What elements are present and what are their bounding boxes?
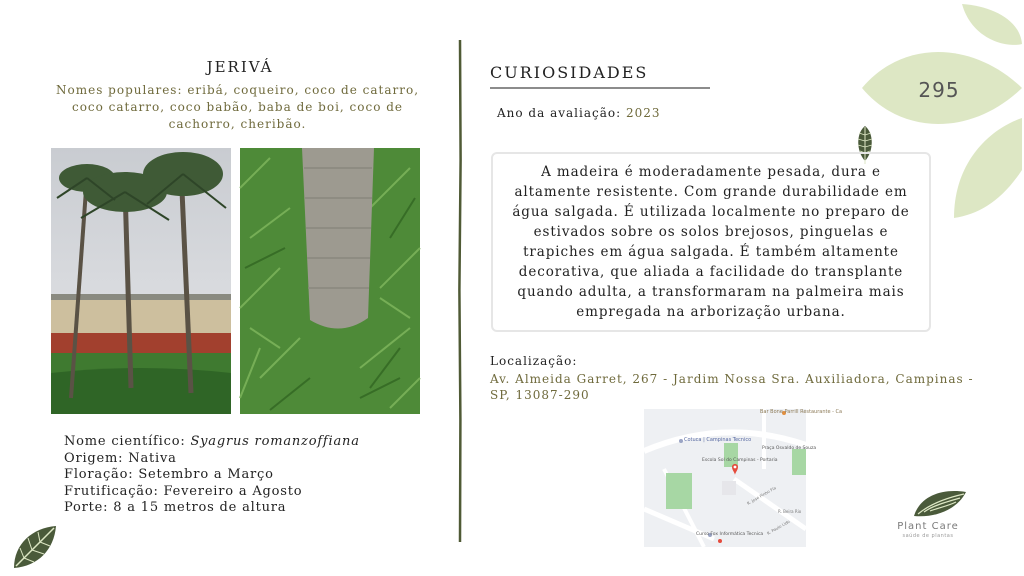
map-label-square: Praça Osvaldo de Souza (762, 446, 817, 451)
curiosities-title: CURIOSIDADES (490, 63, 649, 82)
page-number: 295 (918, 78, 960, 102)
popular-names: Nomes populares: eribá, coqueiro, coco de catarro, coco catarro, coco babão, baba de boi, coco de cachorro, cheribão. (55, 83, 420, 131)
evaluation-year (497, 106, 661, 120)
location-label: Localização: (490, 354, 578, 368)
brand-name: Plant Care (897, 521, 959, 532)
year-value: 2023 (625, 106, 661, 120)
flowering: Floração: Setembro a Março (64, 467, 274, 482)
plant-name: JERIVÁ (206, 58, 274, 76)
map-label-restaurant: Bar Bone Parrill Restaurante - Ca (760, 409, 843, 415)
plant-facts (64, 434, 360, 517)
map-label-school2: Escola Sol do Campinas - Portaria (702, 458, 778, 463)
map-label-street2: R. Beira Rio (778, 509, 802, 514)
map-label-campus: Curso Fox Informática Tecnica (696, 532, 764, 537)
palm-trunk-photo (240, 148, 420, 414)
map-label-school1: Cotuca | Campinas Tecnico (684, 437, 752, 443)
curiosities-text: A madeira é moderadamente pesada, dura e altamente resistente. Com grande durabilidade em água salgada. É utilizada localmente no preparo de estivados sobre os solos brejosos, pinguelas e trapiches em água salgada. É também altamente decorativa, que aliada a facilidade do transplante quando adulta, a transformaram na palmeira mais empregada na arborização urbana. (491, 152, 931, 332)
plant-care-logo-icon (912, 486, 968, 520)
brand-tagline: saúde de plantas (902, 533, 954, 539)
location-map[interactable] (644, 409, 843, 547)
palm-trees-photo (51, 148, 231, 414)
year-label: Ano da avaliação: (497, 106, 622, 120)
title-underline (490, 86, 710, 90)
scientific-name: Syagrus romanzoffiana (190, 434, 360, 449)
scientific-name-label: Nome científico: (64, 434, 186, 449)
location-address: Av. Almeida Garret, 267 - Jardim Nossa Sra. Auxiliadora, Campinas - SP, 13087-290 (490, 372, 974, 402)
scientific-name-row (64, 434, 360, 451)
fruiting: Frutificação: Fevereiro a Agosto (64, 483, 303, 499)
map-label-street3: R. Paulo Lido (766, 518, 791, 536)
map-label-street1: R. Jose Pinho Fla (746, 485, 777, 506)
origin: Origem: Nativa (64, 450, 177, 466)
column-divider (458, 40, 462, 542)
leaf-icon-bottom-left (10, 522, 60, 572)
size: Porte: 8 a 15 metros de altura (64, 500, 287, 515)
